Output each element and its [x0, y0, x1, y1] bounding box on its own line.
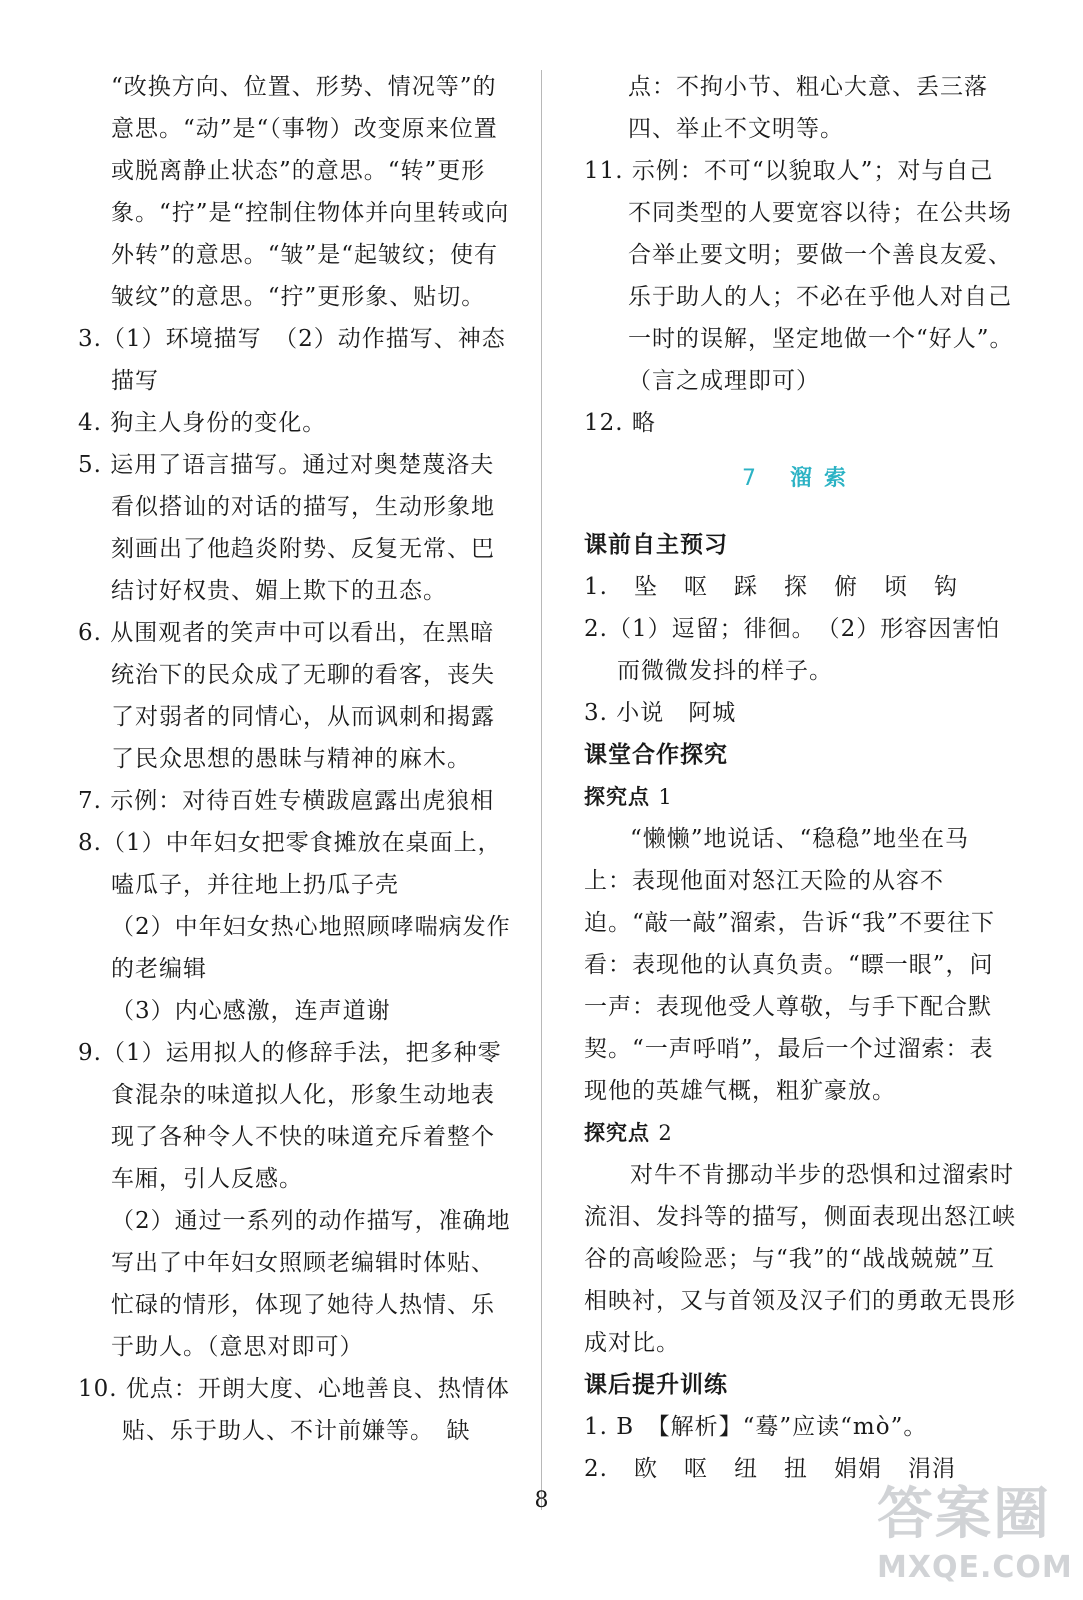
lesson-number: 7 [741, 466, 768, 491]
inquiry-point-1-label: 探究点 1 [584, 785, 673, 809]
answer-8-1: 8.（1）中年妇女把零食摊放在桌面上，嗑瓜子，并往地上扔瓜子壳 [78, 830, 502, 898]
answer-11: 11. 示例：不可“以貌取人”；对与自己不同类型的人要宽容以待；在公共场合举止要文明；要做一个善良友爱、乐于助人的人；不必在乎他人对自己一时的误解，坚定地做一个“好人”。（言之成理即可） [584, 158, 1014, 394]
section-preview-heading: 课前自主预习 [584, 532, 728, 558]
lesson-name: 溜索 [789, 466, 858, 491]
answer-10-continued: 点：不拘小节、粗心大意、丢三落四、举止不文明等。 [628, 74, 988, 142]
lesson-title [584, 458, 1016, 500]
preview-answer-3: 3. 小说 阿城 [584, 700, 737, 726]
answer-10: 10. 优点：开朗大度、心地善良、热情体贴、乐于助人、不计前嫌等。 缺 [78, 1376, 510, 1444]
section-training-heading: 课后提升训练 [584, 1372, 728, 1398]
watermark-line-1: 答案圈 [877, 1482, 1051, 1547]
answer-7: 7. 示例：对待百姓专横跋扈露出虎狼相 [78, 788, 495, 814]
preview-answer-2: 2.（1）逗留；徘徊。 （2）形容因害怕而微微发抖的样子。 [584, 616, 1001, 684]
inquiry-point-2-text: 对牛不肯挪动半步的恐惧和过溜索时流泪、发抖等的描写，侧面表现出怒江峡谷的高峻险恶；与“我”的“战战兢兢”互相映衬，又与首领及汉子们的勇敢无畏形成对比。 [584, 1162, 1016, 1356]
training-answer-2: 2. 欧 呕 纽 扭 娟娟 涓涓 [584, 1456, 956, 1482]
answer-9-1: 9.（1）运用拟人的修辞手法，把多种零食混杂的味道拟人化，形象生动地表现了各种令人不快的味道充斥着整个车厢，引人反感。 [78, 1040, 502, 1192]
section-inquiry-heading: 课堂合作探究 [584, 742, 728, 768]
right-column [584, 66, 1016, 1490]
answer-3: 3.（1）环境描写 （2）动作描写、神态描写 [78, 326, 506, 394]
answer-12: 12. 略 [584, 410, 656, 436]
answer-8-2: （2）中年妇女热心地照顾哮喘病发作的老编辑 [111, 914, 511, 982]
training-answer-1: 1. B 【解析】“蓦”应读“mò”。 [584, 1414, 928, 1440]
watermark-logo [877, 1470, 1073, 1590]
answer-9-2: （2）通过一系列的动作描写，准确地写出了中年妇女照顾老编辑时体贴、忙碌的情形，体现了她待人热情、乐于助人。（意思对即可） [111, 1208, 511, 1360]
column-divider [541, 70, 542, 1510]
inquiry-point-1-text: “懒懒”地说话、“稳稳”地坐在马上：表现他面对怒江天险的从容不迫。“敲一敲”溜索，告诉“我”不要往下看：表现他的认真负责。“瞟一眼”，问一声：表现他受人尊敬，与手下配合默契。“一声呼哨”，最后一个过溜索：表现他的英雄气概，粗犷豪放。 [584, 826, 996, 1104]
answer-5: 5. 运用了语言描写。通过对奥楚蔑洛夫看似搭讪的对话的描写，生动形象地刻画出了他趋炎附势、反复无常、巴结讨好权贵、媚上欺下的丑态。 [78, 452, 495, 604]
inquiry-point-2-label: 探究点 2 [584, 1121, 673, 1145]
watermark-line-2: MXQE.COM [877, 1550, 1073, 1585]
preview-answer-1: 1. 坠 呕 踩 探 俯 顷 钩 [584, 574, 958, 600]
answer-6: 6. 从围观者的笑声中可以看出，在黑暗统治下的民众成了无聊的看客，丧失了对弱者的同情心，从而讽刺和揭露了民众思想的愚昧与精神的麻木。 [78, 620, 495, 772]
page-number: 8 [534, 1488, 549, 1513]
left-column [78, 66, 518, 1452]
answer-2-continued: “改换方向、位置、形势、情况等”的意思。“动”是“（事物）改变原来位置或脱离静止状态”的意思。“转”更形象。“拧”是“控制住物体并向里转或向外转”的意思。“皱”是“起皱纹；使有皱纹”的意思。“拧”更形象、贴切。 [111, 74, 510, 310]
answer-8-3: （3）内心感激，连声道谢 [111, 998, 391, 1024]
answer-4: 4. 狗主人身份的变化。 [78, 410, 327, 436]
